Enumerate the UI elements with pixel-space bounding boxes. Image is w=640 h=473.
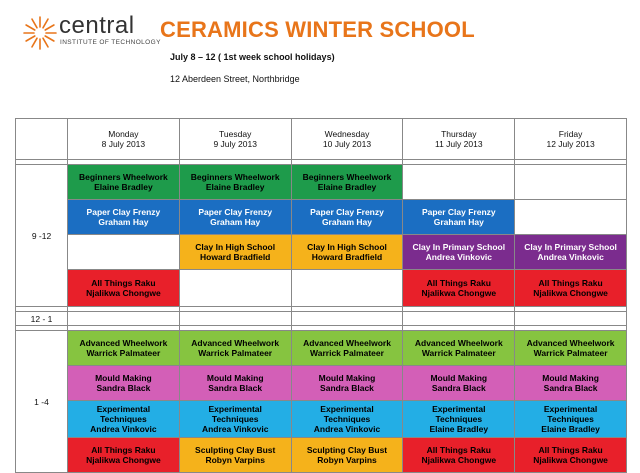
session-advanced-wednesday[interactable] [291, 331, 403, 366]
lunch-row [16, 312, 627, 326]
day-header-monday [68, 119, 180, 160]
session-raku-friday[interactable] [515, 270, 627, 307]
course-name: All Things Raku [91, 445, 156, 455]
tutor-name: Sandra Black [431, 383, 486, 393]
course-name: Experimental [96, 404, 151, 414]
session-advanced-monday[interactable] [68, 331, 180, 366]
tutor-name: Robyn Varpins [317, 455, 377, 465]
tutor-name: Warrick Palmateer [198, 348, 273, 358]
day-date: 9 July 2013 [213, 139, 257, 149]
session-beginners-tuesday[interactable] [179, 165, 291, 200]
tutor-name: Njalikwa Chongwe [86, 288, 161, 298]
tutor-name: Warrick Palmateer [533, 348, 608, 358]
tutor-name: Graham Hay [210, 217, 261, 227]
morning-row-1 [16, 165, 627, 200]
day-header-tuesday [179, 119, 291, 160]
course-name-line2: Techniques [323, 414, 371, 424]
session-experimental-monday[interactable] [68, 401, 180, 438]
tutor-name: Graham Hay [433, 217, 484, 227]
tutor-name: Sandra Black [320, 383, 374, 393]
course-name: Paper Clay Frenzy [198, 207, 273, 217]
course-name: Clay In High School [307, 242, 387, 252]
empty-cell [179, 312, 291, 326]
event-dates: July 8 – 12 ( 1st week school holidays) [170, 52, 335, 62]
page-title: CERAMICS WINTER SCHOOL [160, 17, 475, 42]
session-mould-monday[interactable] [68, 366, 180, 401]
day-header-friday [515, 119, 627, 160]
day-date: 8 July 2013 [101, 139, 146, 149]
tutor-name: Andrea Vinkovic [425, 252, 493, 262]
session-paper-clay-tuesday[interactable] [179, 200, 291, 235]
course-name: Mould Making [542, 373, 599, 383]
course-name: Beginners Wheelwork [302, 172, 392, 182]
event-address: 12 Aberdeen Street, Northbridge [170, 74, 300, 84]
tutor-name: Sandra Black [208, 383, 263, 393]
course-name: Experimental [432, 404, 486, 414]
course-name: Paper Clay Frenzy [310, 207, 384, 217]
session-paper-clay-wednesday[interactable] [291, 200, 403, 235]
day-date: 12 July 2013 [546, 139, 595, 149]
course-name-line2: Techniques [100, 414, 147, 424]
course-name: All Things Raku [538, 445, 603, 455]
tutor-name: Andrea Vinkovic [537, 252, 604, 262]
course-name: All Things Raku [538, 278, 603, 288]
empty-cell [68, 235, 180, 270]
logo-subtitle: INSTITUTE OF TECHNOLOGY [60, 39, 161, 46]
session-mould-wednesday[interactable] [291, 366, 403, 401]
session-raku-monday[interactable] [68, 270, 180, 307]
course-name: Clay In Primary School [524, 242, 617, 252]
course-name: Advanced Wheelwork [79, 338, 168, 348]
day-name: Thursday [441, 129, 477, 139]
course-name: Advanced Wheelwork [526, 338, 615, 348]
time-slot-morning: 9 -12 [16, 165, 68, 307]
course-name: Mould Making [206, 373, 264, 383]
tutor-name: Andrea Vinkovic [313, 424, 381, 434]
course-name: All Things Raku [91, 278, 156, 288]
tutor-name: Graham Hay [321, 217, 373, 227]
tutor-name: Elaine Bradley [317, 182, 377, 192]
day-name: Monday [108, 129, 139, 139]
course-name: Advanced Wheelwork [303, 338, 391, 348]
course-name-line2: Techniques [211, 414, 259, 424]
empty-cell [403, 165, 515, 200]
session-mould-thursday[interactable] [403, 366, 515, 401]
session-paper-clay-thursday[interactable] [403, 200, 515, 235]
session-advanced-tuesday[interactable] [179, 331, 291, 366]
session-advanced-thursday[interactable] [403, 331, 515, 366]
morning-row-2 [16, 200, 627, 235]
tutor-name: Elaine Bradley [541, 424, 600, 434]
empty-cell [515, 200, 627, 235]
day-name: Friday [558, 129, 583, 139]
day-header-wednesday [291, 119, 403, 160]
tutor-name: Sandra Black [96, 383, 151, 393]
header-row [16, 119, 627, 160]
session-experimental-tuesday[interactable] [179, 401, 291, 438]
day-date: 11 July 2013 [435, 139, 483, 149]
course-name: Experimental [543, 404, 598, 414]
course-name-line2: Techniques [547, 414, 594, 424]
session-paper-clay-monday[interactable] [68, 200, 180, 235]
tutor-name: Graham Hay [98, 217, 149, 227]
course-name: Clay In Primary School [412, 242, 506, 252]
session-raku-thursday-pm[interactable] [403, 438, 515, 473]
course-name: Experimental [208, 404, 262, 414]
course-name: Experimental [320, 404, 374, 414]
afternoon-row-4 [16, 438, 627, 473]
course-name: Beginners Wheelwork [78, 172, 168, 182]
tutor-name: Elaine Bradley [94, 182, 153, 192]
empty-cell [179, 270, 291, 307]
tutor-name: Njalikwa Chongwe [533, 288, 608, 298]
session-advanced-friday[interactable] [515, 331, 627, 366]
session-mould-friday[interactable] [515, 366, 627, 401]
session-clay-high-wednesday[interactable] [291, 235, 403, 270]
session-clay-primary-friday[interactable] [515, 235, 627, 270]
empty-cell [68, 312, 180, 326]
afternoon-row-1 [16, 331, 627, 366]
tutor-name: Sandra Black [543, 383, 598, 393]
afternoon-row-2 [16, 366, 627, 401]
tutor-name: Njalikwa Chongwe [421, 288, 497, 298]
session-mould-tuesday[interactable] [179, 366, 291, 401]
tutor-name: Warrick Palmateer [421, 348, 496, 358]
course-name: Sculpting Clay Bust [195, 445, 276, 455]
tutor-name: Robyn Varpins [205, 455, 265, 465]
session-raku-friday-pm[interactable] [515, 438, 627, 473]
course-name: Advanced Wheelwork [191, 338, 280, 348]
empty-cell [403, 312, 515, 326]
tutor-name: Andrea Vinkovic [90, 424, 157, 434]
day-date: 10 July 2013 [322, 139, 372, 149]
course-name: Mould Making [318, 373, 376, 383]
tutor-name: Njalikwa Chongwe [86, 455, 161, 465]
course-name: All Things Raku [426, 278, 491, 288]
day-header-thursday [403, 119, 515, 160]
time-slot-afternoon: 1 -4 [16, 331, 68, 473]
tutor-name: Njalikwa Chongwe [421, 455, 497, 465]
course-name: Clay In High School [195, 242, 276, 252]
tutor-name: Warrick Palmateer [310, 348, 384, 358]
tutor-name: Howard Bradfield [311, 252, 383, 262]
session-experimental-friday[interactable] [515, 401, 627, 438]
session-raku-thursday[interactable] [403, 270, 515, 307]
tutor-name: Andrea Vinkovic [201, 424, 269, 434]
session-beginners-monday[interactable] [68, 165, 180, 200]
session-sculpting-tuesday[interactable] [179, 438, 291, 473]
course-name: Mould Making [95, 373, 152, 383]
timetable [15, 118, 627, 473]
tutor-name: Elaine Bradley [205, 182, 265, 192]
empty-cell [291, 312, 403, 326]
course-name: Advanced Wheelwork [414, 338, 503, 348]
session-clay-high-tuesday[interactable] [179, 235, 291, 270]
empty-cell [515, 312, 627, 326]
session-clay-primary-thursday[interactable] [403, 235, 515, 270]
course-name: Mould Making [430, 373, 488, 383]
course-name: Sculpting Clay Bust [306, 445, 388, 455]
corner-cell [16, 119, 68, 160]
empty-cell [291, 270, 403, 307]
course-name: Beginners Wheelwork [190, 172, 280, 182]
day-name: Tuesday [219, 129, 252, 139]
course-name: Paper Clay Frenzy [86, 207, 161, 217]
session-sculpting-wednesday[interactable] [291, 438, 403, 473]
logo-wordmark: central [59, 12, 135, 39]
time-slot-lunch: 12 - 1 [16, 312, 68, 326]
empty-cell [515, 165, 627, 200]
tutor-name: Njalikwa Chongwe [533, 455, 608, 465]
session-beginners-wednesday[interactable] [291, 165, 403, 200]
tutor-name: Elaine Bradley [429, 424, 489, 434]
morning-row-3 [16, 235, 627, 270]
course-name: All Things Raku [426, 445, 491, 455]
course-name-line2: Techniques [435, 414, 483, 424]
tutor-name: Howard Bradfield [200, 252, 271, 262]
course-name: Paper Clay Frenzy [421, 207, 496, 217]
session-experimental-wednesday[interactable] [291, 401, 403, 438]
tutor-name: Warrick Palmateer [86, 348, 161, 358]
afternoon-row-3 [16, 401, 627, 438]
session-raku-monday-pm[interactable] [68, 438, 180, 473]
morning-row-4 [16, 270, 627, 307]
day-name: Wednesday [324, 129, 370, 139]
session-experimental-thursday[interactable] [403, 401, 515, 438]
